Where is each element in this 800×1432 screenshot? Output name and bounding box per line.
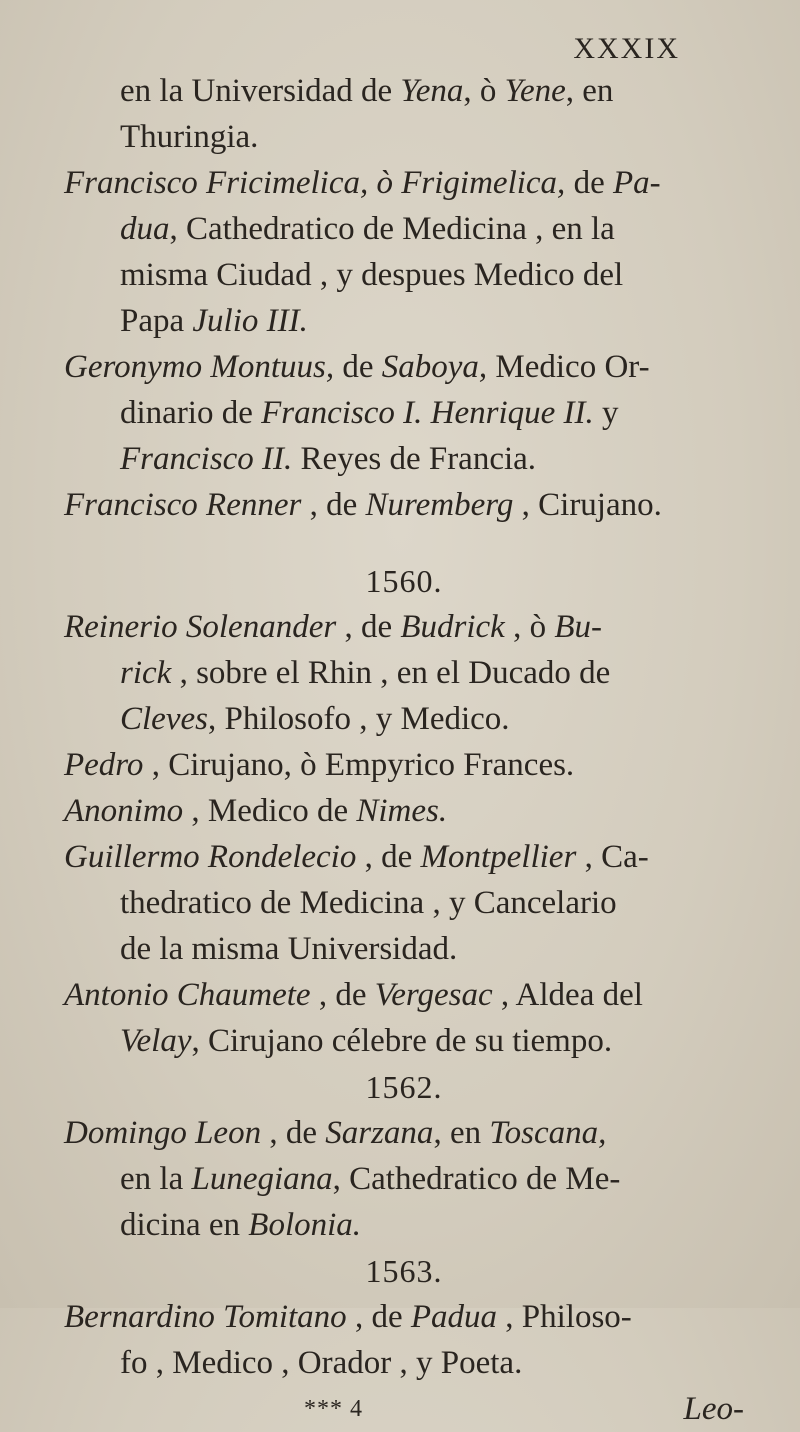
- entry-tomitano: Bernardino Tomitano , de Padua , Philoso- fo , Medico , Orador , y Poeta.: [64, 1299, 632, 1381]
- page-number: XXXIX: [573, 32, 680, 65]
- entry-leon: Domingo Leon , de Sarzana, en Toscana, en la Lunegiana, Cathedratico de Me- dicina en Bolonia.: [64, 1115, 621, 1243]
- signature-mark: *** 4: [304, 1396, 363, 1422]
- entry-chaumete: Antonio Chaumete , de Vergesac , Aldea del Velay, Cirujano célebre de su tiempo.: [64, 977, 643, 1059]
- catchword: Leo-: [683, 1391, 744, 1427]
- text-line: Thuringia.: [120, 119, 259, 155]
- entry-pedro: Pedro , Cirujano, ò Empyrico Frances.: [64, 747, 575, 783]
- year-heading-1560: 1560.: [365, 563, 443, 599]
- year-heading-1562: 1562.: [365, 1069, 443, 1105]
- entry-frigimelica: Francisco Fricimelica, ò Frigimelica, de Pa- dua, Cathedratico de Medicina , en la misma Ciudad , y despues Medico del Papa Julio III.: [64, 165, 661, 339]
- year-heading-1563: 1563.: [365, 1253, 443, 1289]
- entry-renner: Francisco Renner , de Nuremberg , Cirujano.: [64, 487, 662, 523]
- page-text: [64, 68, 744, 1432]
- text-line: en la Universidad de Yena, ò Yene, en: [120, 73, 614, 109]
- page-footer: [64, 1386, 744, 1432]
- entry-solenander: Reinerio Solenander , de Budrick , ò Bu- rick , sobre el Rhin , en el Ducado de Cleves, Philosofo , y Medico.: [64, 609, 611, 737]
- entry-rondelecio: Guillermo Rondelecio , de Montpellier , Ca- thedratico de Medicina , y Cancelario de la misma Universidad.: [64, 839, 649, 967]
- entry-montuus: Geronymo Montuus, de Saboya, Medico Or- dinario de Francisco I. Henrique II. y Francisco II. Reyes de Francia.: [64, 349, 650, 477]
- entry-anonimo: Anonimo , Medico de Nimes.: [64, 793, 448, 829]
